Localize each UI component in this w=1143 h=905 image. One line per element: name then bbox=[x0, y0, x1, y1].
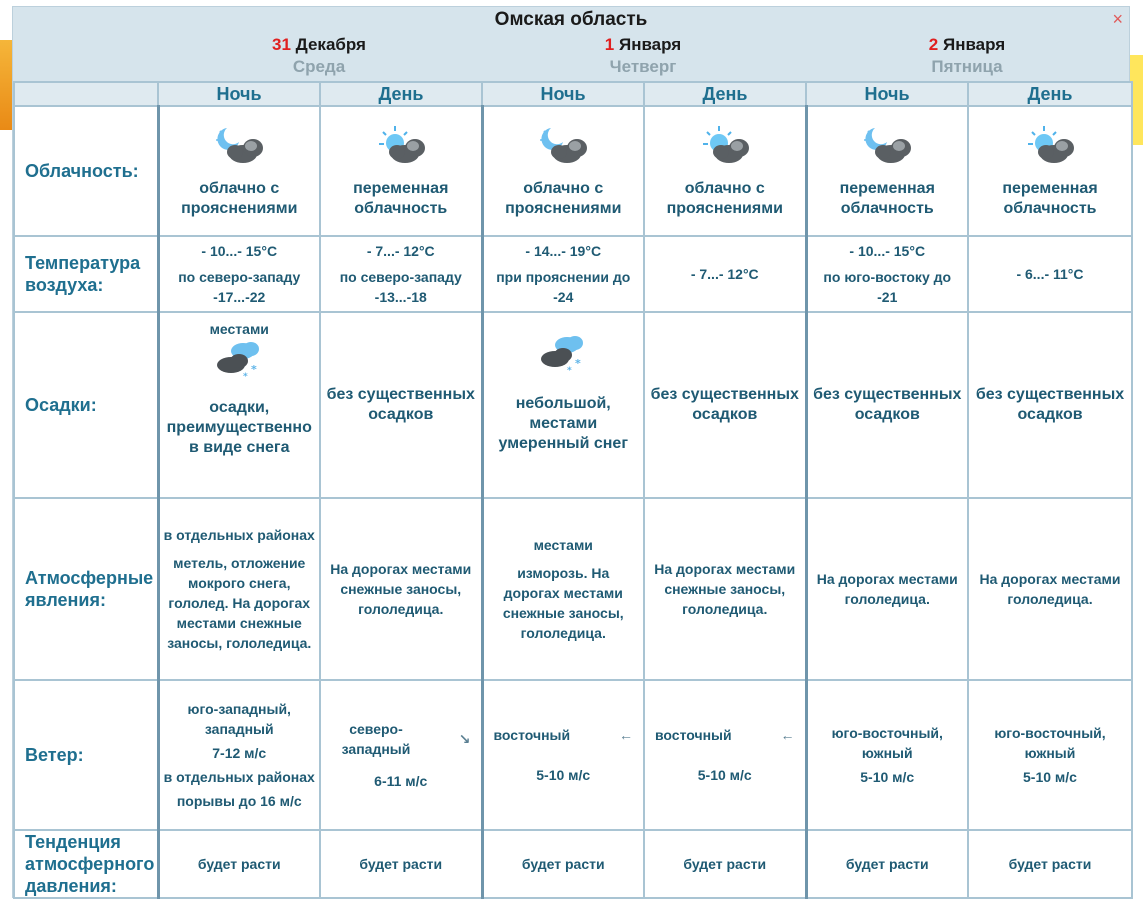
forecast-table bbox=[13, 81, 1133, 899]
precipitation-text: небольшой, местами умеренный снег bbox=[498, 395, 628, 452]
clouds-text: переменная облачность bbox=[1002, 179, 1098, 217]
phenomena-text: На дорогах местами снежные заносы, гололедица. bbox=[654, 561, 796, 617]
temperature-main: - 14...- 19°C bbox=[525, 243, 602, 259]
phenomena-pre: в отдельных районах bbox=[163, 527, 315, 543]
region-title: Омская область bbox=[494, 9, 648, 30]
day-month: Января bbox=[618, 35, 682, 54]
day-number: 31 bbox=[272, 35, 291, 54]
phenomena-text: На дорогах местами гололедица. bbox=[816, 571, 958, 607]
day-header-2 bbox=[805, 35, 1129, 77]
temperature-main: - 7...- 12°C bbox=[366, 243, 435, 259]
wind-speed: 5-10 м/с bbox=[1023, 769, 1077, 785]
pressure-cell: будет расти bbox=[482, 830, 644, 898]
day-month: Декабря bbox=[295, 35, 366, 54]
pressure-cell: будет расти bbox=[158, 830, 320, 898]
day-weekday: Пятница bbox=[931, 57, 1003, 76]
temperature-cell bbox=[158, 236, 320, 312]
day-number: 2 bbox=[928, 35, 939, 54]
row-wind bbox=[14, 680, 1132, 830]
wind-cell bbox=[320, 680, 482, 830]
phenomena-cell bbox=[482, 498, 644, 680]
day-date bbox=[481, 35, 805, 55]
wind-cell bbox=[644, 680, 806, 830]
temperature-cell bbox=[968, 236, 1132, 312]
svg-text:*: * bbox=[243, 372, 248, 382]
pressure-cell: будет расти bbox=[806, 830, 968, 898]
precipitation-text: без существенных осадков bbox=[326, 386, 475, 423]
day-date bbox=[805, 35, 1129, 55]
day-date bbox=[157, 35, 481, 55]
wind-arrow-icon: ← bbox=[780, 727, 795, 743]
temperature-cell bbox=[320, 236, 482, 312]
wind-speed: 5-10 м/с bbox=[536, 767, 591, 783]
temperature-extra: при прояснении до -24 bbox=[496, 269, 631, 305]
row-precipitation bbox=[14, 312, 1132, 498]
pressure-cell: будет расти bbox=[644, 830, 806, 898]
row-pressure bbox=[14, 830, 1132, 898]
pressure-cell: будет расти bbox=[320, 830, 482, 898]
night-partly-cloudy-icon bbox=[812, 124, 964, 173]
row-label-pressure: Тенденция атмосферного давления: bbox=[14, 830, 158, 898]
temperature-extra: по северо-западу -13...-18 bbox=[339, 269, 462, 305]
day-header-1 bbox=[481, 35, 805, 77]
precipitation-pre: местами bbox=[209, 321, 269, 337]
wind-direction: юго-восточный, южный bbox=[831, 725, 943, 761]
wind-direction: восточный bbox=[655, 727, 732, 743]
wind-direction: юго-восточный, южный bbox=[994, 725, 1106, 761]
row-label-temperature: Температура воздуха: bbox=[14, 236, 158, 312]
wind-cell bbox=[806, 680, 968, 830]
precipitation-cell bbox=[482, 312, 644, 498]
period-header: Ночь bbox=[806, 82, 968, 106]
clouds-cell bbox=[806, 106, 968, 236]
wind-cell bbox=[158, 680, 320, 830]
night-partly-cloudy-icon bbox=[488, 124, 640, 173]
clouds-cell bbox=[968, 106, 1132, 236]
row-phenomena bbox=[14, 498, 1132, 680]
temperature-extra: по северо-западу -17...-22 bbox=[178, 269, 301, 305]
day-partly-cloudy-icon bbox=[325, 124, 477, 173]
svg-text:*: * bbox=[575, 357, 582, 370]
precipitation-cell bbox=[158, 312, 320, 498]
svg-text:*: * bbox=[251, 363, 258, 376]
wind-arrow-icon: ↘ bbox=[458, 731, 471, 747]
temperature-main: - 10...- 15°C bbox=[201, 243, 278, 259]
row-clouds bbox=[14, 106, 1132, 236]
clouds-cell bbox=[320, 106, 482, 236]
precipitation-cell bbox=[968, 312, 1132, 498]
wind-speed: 7-12 м/с bbox=[212, 745, 267, 761]
svg-text:*: * bbox=[567, 366, 572, 376]
row-label-wind: Ветер: bbox=[14, 680, 158, 830]
row-label-clouds: Облачность: bbox=[14, 106, 158, 236]
temperature-main: - 7...- 12°C bbox=[690, 266, 759, 282]
wind-direction: юго-западный, западный bbox=[187, 701, 291, 737]
wind-direction: восточный bbox=[493, 727, 571, 743]
row-label-precipitation: Осадки: bbox=[14, 312, 158, 498]
phenomena-text: метель, отложение мокрого снега, гололед. На дорогах местами снежные заносы, гололедица. bbox=[167, 555, 312, 651]
clouds-text: облачно с прояснениями bbox=[666, 179, 783, 217]
period-header: Ночь bbox=[482, 82, 644, 106]
precipitation-cell bbox=[806, 312, 968, 498]
precipitation-text: без существенных осадков bbox=[650, 386, 799, 423]
snow-cloud-icon bbox=[164, 339, 316, 388]
phenomena-pre: местами bbox=[533, 537, 593, 553]
precipitation-cell bbox=[320, 312, 482, 498]
temperature-extra: по юго-востоку до -21 bbox=[823, 269, 952, 305]
temperature-cell bbox=[644, 236, 806, 312]
pressure-cell: будет расти bbox=[968, 830, 1132, 898]
weather-popup bbox=[12, 6, 1130, 898]
day-number: 1 bbox=[604, 35, 615, 54]
wind-cell bbox=[968, 680, 1132, 830]
clouds-cell bbox=[644, 106, 806, 236]
day-weekday: Среда bbox=[292, 57, 346, 76]
clouds-text: облачно с прояснениями bbox=[181, 179, 298, 217]
phenomena-text: На дорогах местами снежные заносы, гололедица. bbox=[330, 561, 472, 617]
wind-arrow-icon: ← bbox=[619, 727, 633, 743]
clouds-cell bbox=[158, 106, 320, 236]
clouds-text: переменная облачность bbox=[839, 179, 935, 217]
day-header-0 bbox=[157, 35, 481, 77]
day-partly-cloudy-icon bbox=[649, 124, 801, 173]
background-banner-left bbox=[0, 40, 12, 130]
temperature-main: - 10...- 15°C bbox=[849, 243, 926, 259]
wind-speed: 6-11 м/с bbox=[374, 773, 428, 789]
period-header: День bbox=[644, 82, 806, 106]
phenomena-text: На дорогах местами гололедица. bbox=[979, 571, 1121, 607]
snow-cloud-icon bbox=[488, 333, 640, 382]
day-weekday: Четверг bbox=[609, 57, 677, 76]
period-header: День bbox=[320, 82, 482, 106]
night-partly-cloudy-icon bbox=[164, 124, 316, 173]
row-temperature bbox=[14, 236, 1132, 312]
day-month: Января bbox=[942, 35, 1006, 54]
wind-extra: в отдельных районах bbox=[163, 769, 315, 785]
wind-direction-row bbox=[488, 725, 640, 745]
wind-direction-row bbox=[649, 725, 801, 745]
clouds-text: облачно с прояснениями bbox=[505, 179, 622, 217]
clouds-text: переменная облачность bbox=[353, 179, 449, 217]
phenomena-cell bbox=[968, 498, 1132, 680]
precipitation-text: осадки, преимущественно в виде снега bbox=[166, 399, 312, 456]
wind-gusts: порывы до 16 м/с bbox=[176, 793, 302, 809]
phenomena-cell bbox=[320, 498, 482, 680]
period-header: День bbox=[968, 82, 1132, 106]
precipitation-cell bbox=[644, 312, 806, 498]
phenomena-cell bbox=[158, 498, 320, 680]
period-header: Ночь bbox=[158, 82, 320, 106]
phenomena-cell bbox=[644, 498, 806, 680]
day-partly-cloudy-icon bbox=[973, 124, 1127, 173]
temperature-cell bbox=[482, 236, 644, 312]
row-label-phenomena: Атмосферные явления: bbox=[14, 498, 158, 680]
wind-speed: 5-10 м/с bbox=[860, 769, 915, 785]
wind-speed: 5-10 м/с bbox=[697, 767, 752, 783]
period-header-row bbox=[14, 82, 1132, 106]
wind-cell bbox=[482, 680, 644, 830]
phenomena-text: изморозь. На дорогах местами снежные заносы, гололедица. bbox=[502, 565, 624, 641]
clouds-cell bbox=[482, 106, 644, 236]
temperature-cell bbox=[806, 236, 968, 312]
precipitation-text: без существенных осадков bbox=[813, 386, 962, 423]
phenomena-cell bbox=[806, 498, 968, 680]
wind-direction: северо-западный bbox=[341, 721, 411, 757]
wind-direction-row bbox=[325, 719, 477, 759]
close-icon[interactable]: × bbox=[1112, 9, 1123, 29]
precipitation-text: без существенных осадков bbox=[975, 386, 1125, 423]
temperature-main: - 6...- 11°C bbox=[1016, 266, 1084, 282]
corner-cell bbox=[14, 82, 158, 106]
